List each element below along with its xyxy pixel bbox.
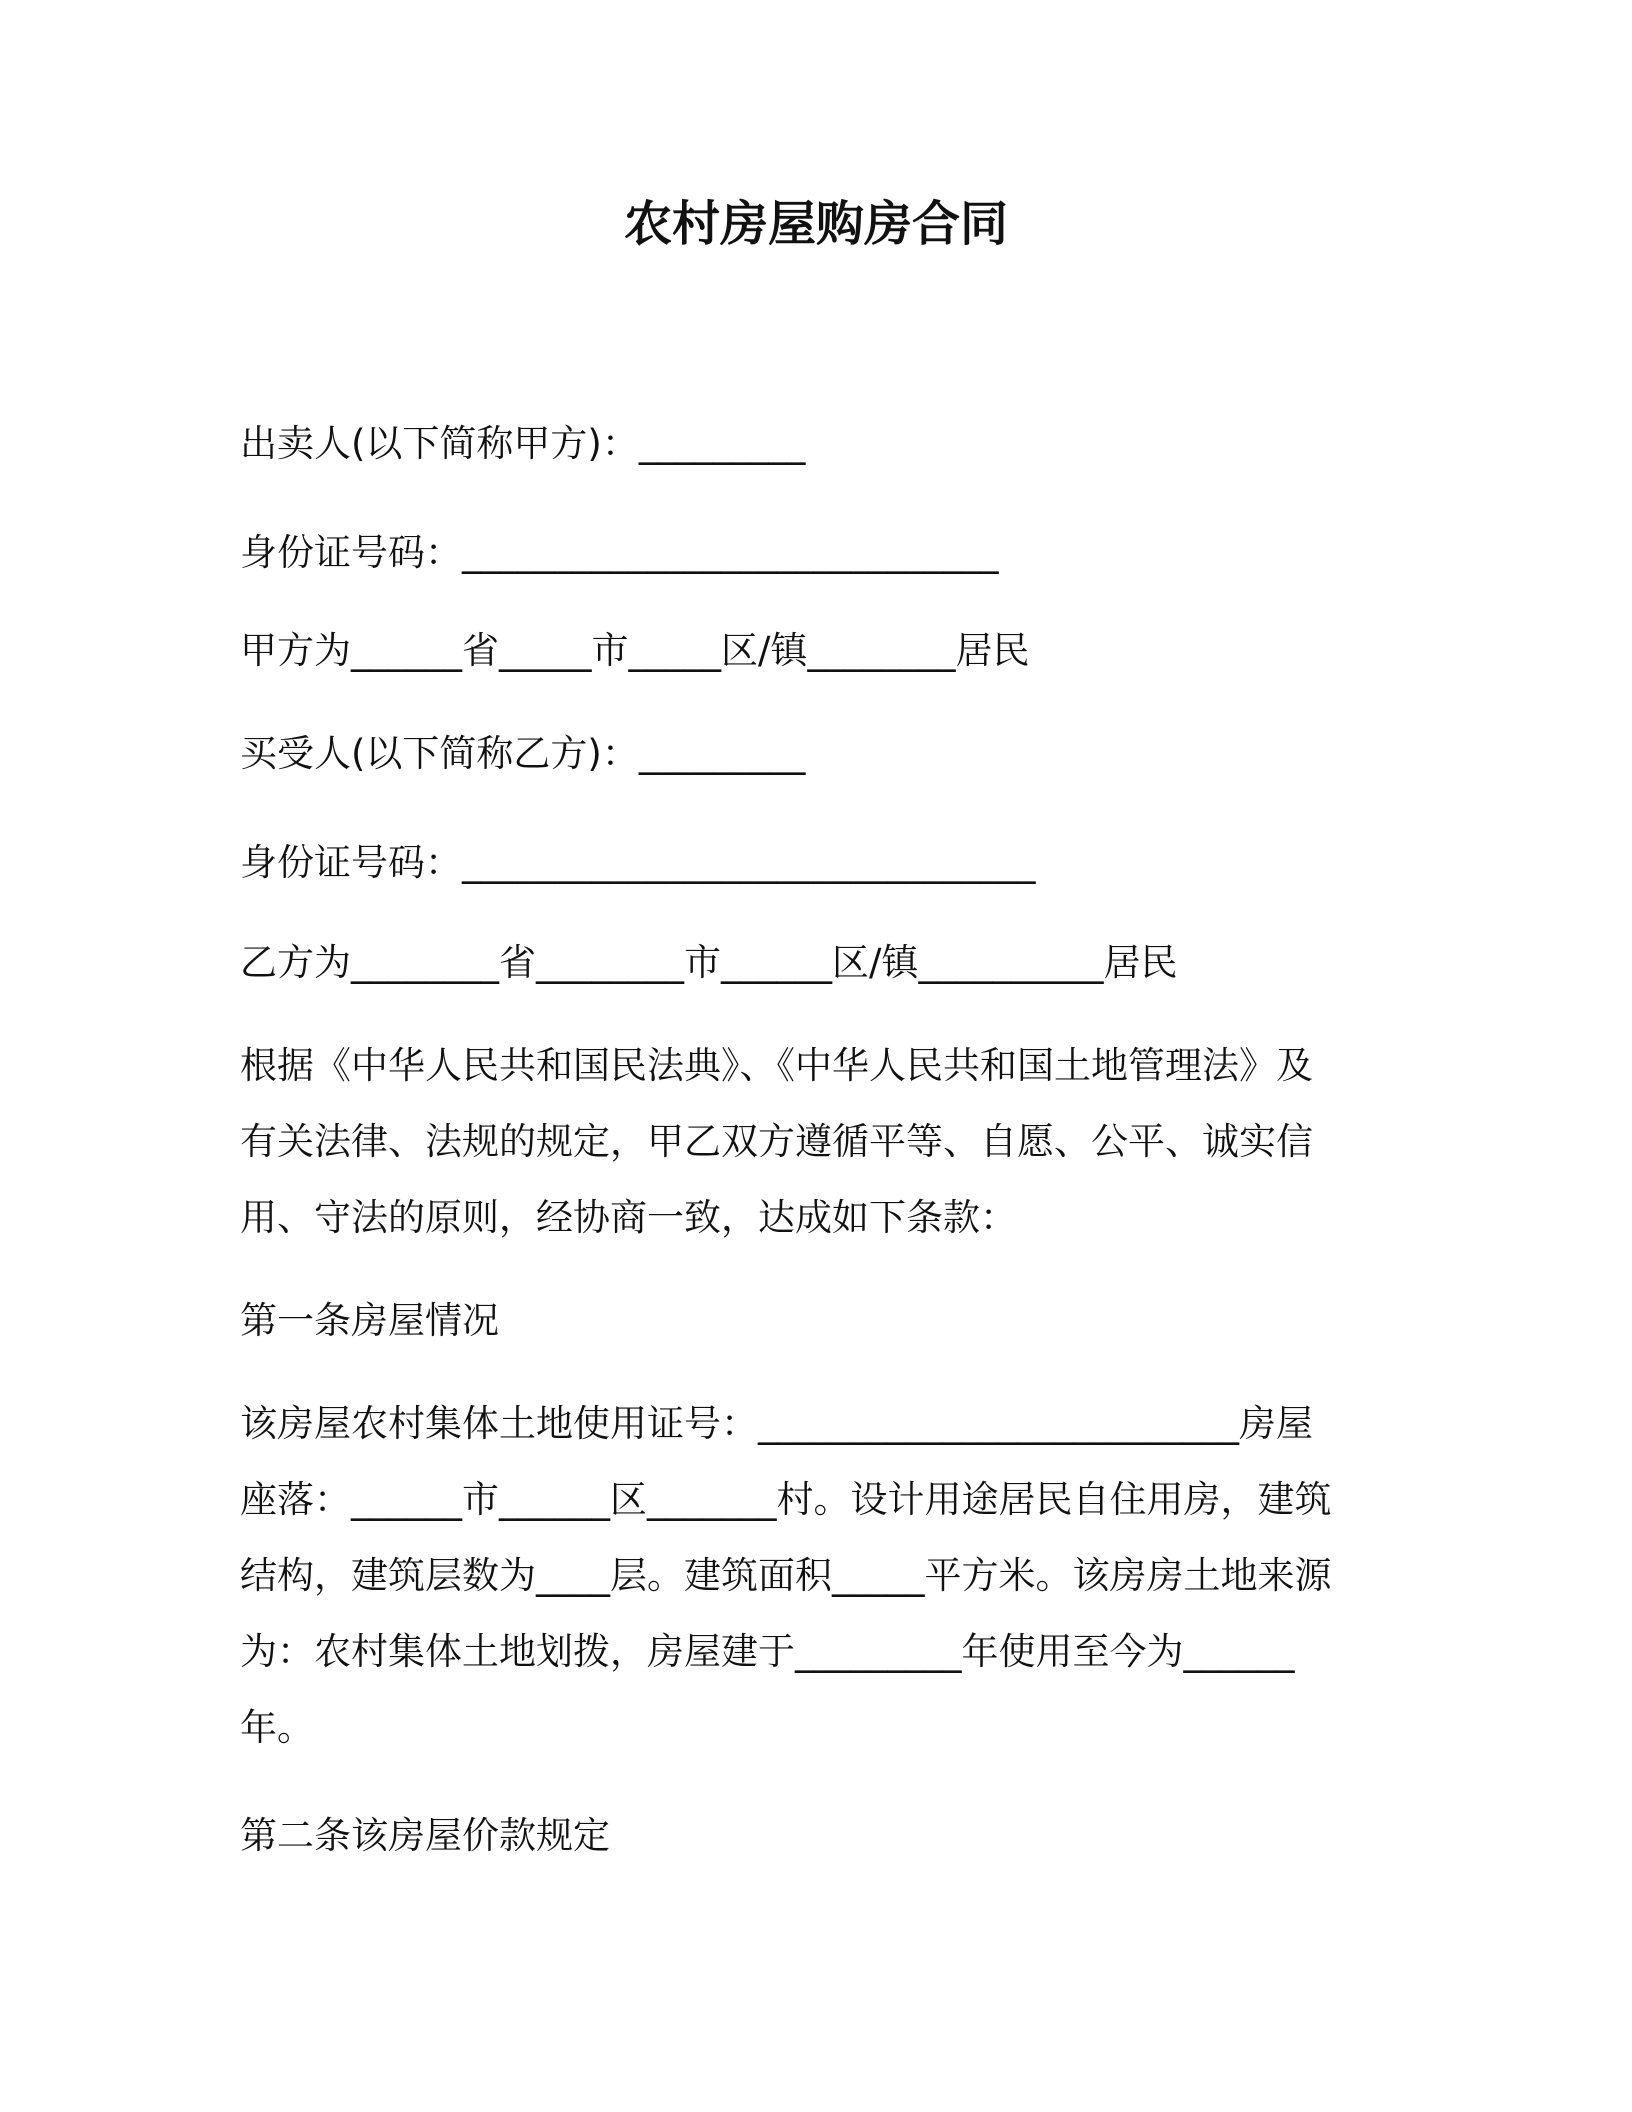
article1-line: 年。 — [240, 1706, 314, 1749]
seller-id-line: 身份证号码：_____________________________ — [240, 531, 999, 574]
buyer-id-line: 身份证号码：_______________________________ — [240, 841, 1036, 884]
article1-line: 该房屋农村集体土地使用证号：__________________________房屋 — [240, 1402, 1313, 1445]
preamble-paragraph — [240, 1040, 1400, 1244]
seller-line: 出卖人(以下简称甲方)：_________ — [240, 422, 806, 465]
buyer-line: 买受人(以下简称乙方)：_________ — [240, 732, 806, 775]
article1-line: 为：农村集体土地划拨，房屋建于_________年使用至今为______ — [240, 1630, 1295, 1673]
seller-address-line: 甲方为______省_____市_____区/镇________居民 — [240, 629, 1030, 672]
article1-paragraph — [240, 1398, 1400, 1754]
preamble-line: 有关法律、法规的规定，甲乙双方遵循平等、自愿、公平、诚实信 — [240, 1120, 1313, 1163]
buyer-address-line: 乙方为________省________市______区/镇__________居民 — [240, 941, 1178, 984]
document-title: 农村房屋购房合同 — [623, 196, 1008, 252]
preamble-line: 根据《中华人民共和国民法典》、《中华人民共和国土地管理法》及 — [240, 1044, 1313, 1087]
article1-heading: 第一条房屋情况 — [240, 1299, 499, 1342]
article2-heading: 第二条该房屋价款规定 — [240, 1814, 610, 1857]
article1-line: 座落：______市______区_______村。设计用途居民自住用房，建筑 — [240, 1478, 1332, 1521]
preamble-line: 用、守法的原则，经协商一致，达成如下条款： — [240, 1196, 1017, 1239]
article1-line: 结构，建筑层数为____层。建筑面积_____平方米。该房房土地来源 — [240, 1554, 1332, 1597]
